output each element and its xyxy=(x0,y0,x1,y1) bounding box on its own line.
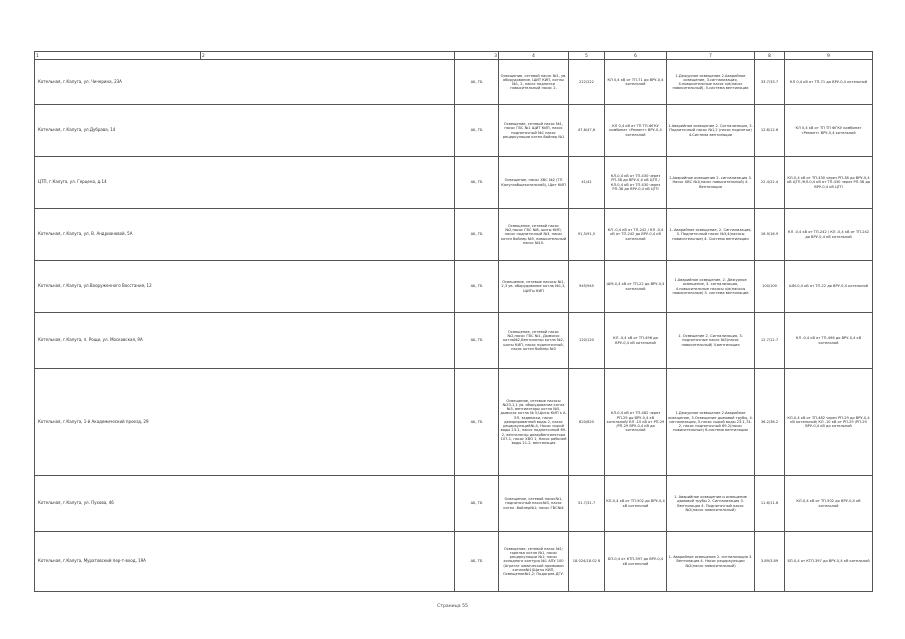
table-row xyxy=(35,532,873,592)
reserve-cell: 1.Аварийное освещение 2. Сигнализация, 3. Подпиточный насос №1,2 (насос подпитки) 4.Система вентиляции xyxy=(667,105,755,157)
category-cell: АБ, ТБ xyxy=(455,105,499,157)
power-cell: 820/820 xyxy=(569,369,605,476)
reserve-cell: 1.Дежурное освещение 2.Аварийное освещение, 3.сигнализация, 4.повысительные насос х/в(насос повисительный), 5.система вентиляции xyxy=(667,60,755,105)
equipment-cell: Освещение, сетевой насос №1, ув. оборудование, ЩИТ КИП, котлы №1, 2, насос подпитки повысительный насос 2. xyxy=(499,60,569,105)
equipment-cell: Освещение, сетевой насос№1, подпиточный насос№3, насос котел -бойлер№1; насос ГВС№4 xyxy=(499,476,569,532)
value-cell: 12.7/12.7 xyxy=(755,313,785,369)
category-cell: АБ, ТБ xyxy=(455,261,499,313)
address-cell: ЦТП, г.Калуга, ул. Герцена, д.14 xyxy=(35,157,455,209)
power-cell: 222/222 xyxy=(569,60,605,105)
supply-cell: ШМ-0,4 кВ от ТП-22 до ВРУ-0,4 котельной xyxy=(605,261,667,313)
table-row xyxy=(35,105,873,157)
table-row xyxy=(35,157,873,209)
supply-cell: КЛ-0,4 кВ от ТП-430 через РП-38 до ВРУ-0,4 кВ ЦТП /КЛ-0,4 кВ от ТП-430 через РП-38 до ВРУ-0,4 кВ ЦТП xyxy=(605,157,667,209)
address-cell: Котельная, г.Калуга, ул. Пухова, 46 xyxy=(35,476,455,532)
supply-cell: КЛ-0,4 кВ от ТП-482 через РП-29 до ВРУ-0,4 кВ котельной/ КЛ -10 кВ от РП-29 /РП-29 ВРУ-0,4 кВ до котельной xyxy=(605,369,667,476)
equipment-cell: Освещение, сетевой насос №2,насос ГВС №8, шиты КИП, насос подпиточный №3, насос котел бойлер №5, повысительный насос №10. xyxy=(499,209,569,261)
value-cell: 100/100 xyxy=(755,261,785,313)
reserve-cell: 1.Аварийное освещение, 2. Дежурное освещение, 3. сигнализация, 4.повысительные насосы х/в(насосы повисительные) 5. система вентиляции xyxy=(667,261,755,313)
reserve-cell: 1. Аварийное освещение и освещение дымовой трубы 2. Сигнализация 3. Вентиляция 4. Подпиточный насос №2(насос повисительный) xyxy=(667,476,755,532)
line-cell: КЛ-0,4 кВ от ТП-502 до ВРУ-0,4 кВ котельной xyxy=(785,476,873,532)
reserve-cell: 1.Аварийное освещение 2. сигнализация 3. Насос ХВС №1(насос повысительный) 4. Вентиляция xyxy=(667,157,755,209)
line-cell: КЛ 0,4 кВ от ТП ТП ФГКУ комбинат «Ремонт» ВРУ-0,4 котельной xyxy=(785,105,873,157)
table-row xyxy=(35,60,873,105)
value-cell: 3.89/3.89 xyxy=(755,532,785,592)
category-cell: АБ, ТБ xyxy=(455,532,499,592)
value-cell: 16.9/16.9 xyxy=(755,209,785,261)
supply-cell: КЛ 0,4 кВ от ТП-71 до ВРУ-0,4 котельной xyxy=(605,60,667,105)
equipment-table xyxy=(34,51,873,592)
reserve-cell: 1. Аварийное освещение 2. сигнализация 3. Вентиляция 4. Насос рециркуляции №2(насос повисительный) xyxy=(667,532,755,592)
line-cell: ШМ-0,4 кВ от ТП-22 до ВРУ-0,4 котельной xyxy=(785,261,873,313)
supply-cell: КЛ 0,4 кВ от ТП ТП-ФГКУ комбинат «Ремонт» ВРУ-0,4 котельной xyxy=(605,105,667,157)
table-row xyxy=(35,476,873,532)
value-cell: 12.6/12.6 xyxy=(755,105,785,157)
header-cell: 8 xyxy=(755,52,785,60)
header-cell: 4 xyxy=(499,52,569,60)
category-cell: АБ, ТБ xyxy=(455,313,499,369)
supply-cell: КЛ -0,4 кВ от ТП-496 до ВРУ-0,4 кВ котельной xyxy=(605,313,667,369)
power-cell: 945/945 xyxy=(569,261,605,313)
header-cell: 6 xyxy=(605,52,667,60)
table-row xyxy=(35,261,873,313)
power-cell: 120/120 xyxy=(569,313,605,369)
header-cell: 2 xyxy=(201,52,455,60)
address-cell: Котельная, г.Калуга, 1-й Академический проезд, 29 xyxy=(35,369,455,476)
power-cell: 41/41 xyxy=(569,157,605,209)
header-row xyxy=(35,52,873,60)
equipment-cell: Освещение, насос ХВС №2 (ТП Калугаобщекотельной), Щит КИП xyxy=(499,157,569,209)
header-cell: 5 xyxy=(569,52,605,60)
power-cell: 31.7/31.7 xyxy=(569,476,605,532)
table-row xyxy=(35,369,873,476)
supply-cell: КЛ-0,4 кВ от ТП-502 до ВРУ-0,4 кВ котельной xyxy=(605,476,667,532)
line-cell: КЛ-0,4 кВ от ТП-482 через РП-29 до ВРУ-0,4 кВ котельной/ КЛ -10 кВ от РП-29 /РП-29 ВРУ-0,4 кВ до котельной xyxy=(785,369,873,476)
address-cell: Котельная, г.Калуга, ул.Дубрава, 14 xyxy=(35,105,455,157)
power-cell: 91,5/91,5 xyxy=(569,209,605,261)
equipment-cell: Освещение, сетевой насос №1, насос ГВС №1 ЩИТ КИП, насос подпиточный №1 насос рециркуляции котел-бойлер №1 xyxy=(499,105,569,157)
address-cell: Котельная, г.Калуга, п. Рощи, ул. Московская, 9А xyxy=(35,313,455,369)
address-cell: Котельная, г.Калуга, ул.Вооруженного Восстания, 12 xyxy=(35,261,455,313)
value-cell: 36.2/36.2 xyxy=(755,369,785,476)
value-cell: 33.7/33.7 xyxy=(755,60,785,105)
table-row xyxy=(35,209,873,261)
page-number: Страница 55 xyxy=(437,604,468,609)
power-cell: 47,6/47,6 xyxy=(569,105,605,157)
category-cell: АБ, ТБ xyxy=(455,60,499,105)
table-row xyxy=(35,313,873,369)
header-cell: 1 xyxy=(35,52,201,60)
address-cell: Котельная, г.Калуга, Муратовский пер-т-вход, 19А xyxy=(35,532,455,592)
line-cell: КЛ-0,4 кВ от ТП-430 через РП-38 до ВРУ-0,4 кВ ЦТП /КЛ-0,4 кВ от ТП-430 через РП-38 до ВРУ-0,4 кВ ЦТП xyxy=(785,157,873,209)
reserve-cell: 1. Освещение 2. Сигнализация, 3. подпиточные насос №3(насос повисительный) 4.вентиляция xyxy=(667,313,755,369)
equipment-cell: Освещение, сетевой насос №2,насос ГВС №1, Дымосос котла№2,Вентилятор котла №2, шиты КИП, насос подпиточный, насос котел бойлер №3 xyxy=(499,313,569,369)
category-cell: АБ, ТБ xyxy=(455,157,499,209)
line-cell: КЛ -0,4 кВ от ТП-242 / КЛ -0,4 кВ от ТП-242 до ВРУ-0,4 кВ котельной xyxy=(785,209,873,261)
equipment-cell: Освещение, сетевой насос №1; горелка котла №1, насос рециркуляции №1; насос холодного контура №1 АПУ 100 (Агрегат химической промывки котлов№1)Щиты КИП, Освещение№1,2; Подогрев ДГУ. xyxy=(499,532,569,592)
header-cell: 7 xyxy=(667,52,755,60)
category-cell: АБ, ТБ xyxy=(455,369,499,476)
category-cell: АБ, ТБ xyxy=(455,209,499,261)
value-cell: 11.6/11.6 xyxy=(755,476,785,532)
header-cell: 9 xyxy=(785,52,873,60)
line-cell: БП-0,4 от КТП-397 до ВРУ-0,4 кВ котельной xyxy=(785,532,873,592)
equipment-cell: Освещение, сетевые насосы №1, 2,3 ув. оборудование котла №1,3, ЩИТы КИП xyxy=(499,261,569,313)
supply-cell: КЛ -0,4 кВ от ТП-242 / КЛ -0,4 кВ от ТП-242 до ВРУ-0,4 кВ котельной xyxy=(605,209,667,261)
header-cell: 3 xyxy=(455,52,499,60)
category-cell: АБ, ТБ xyxy=(455,476,499,532)
power-cell: 18.024/18.02 8 xyxy=(569,532,605,592)
line-cell: КЛ 0,4 кВ от ТП-71 до ВРУ-0,4 котельной xyxy=(785,60,873,105)
reserve-cell: 1.Дежурное освещение 2.Аварийное освещение, 3.Освещение дымовой трубы, 4. сигнализация, 5.насос сырой воды 23-1,74-2, насос подпиточный 69-2(насос повисительные) 6.система вентиляции xyxy=(667,369,755,476)
address-cell: Котельная, г.Калуга, ул. Чичерина, 23А xyxy=(35,60,455,105)
reserve-cell: 1. Аварийное освещение, 2. Сигнализация, 3. Подпиточный насос №3,4(насосы повисительные) 4. Система вентиляции xyxy=(667,209,755,261)
value-cell: 22.4/22.4 xyxy=(755,157,785,209)
line-cell: КЛ -0,4 кВ от ТП-496 до ВРУ-0,4 кВ котельной xyxy=(785,313,873,369)
address-cell: Котельная, г.Калуга, ул. В. Андриановой, 5А xyxy=(35,209,455,261)
supply-cell: БП-0,4 от КТП-397 до ВРУ-0,4 кВ котельной xyxy=(605,532,667,592)
equipment-cell: Освещение, сетевые насосы №2З-1,1 ув. оборудование котла №3, вентиляторы котла №5, дымосос котла № 5,Щиты КИП к А. ЭЛ. задвижки, насос деаэрированной воды 2, насос рециркуляций№-4, Насос сырой воды 23-1, насос подпиточный 69-2, вентилятор деаэрбентилятора 107-1, насос ХВО 1, Насос рабочей воды 21-2, вентиляция xyxy=(499,369,569,476)
